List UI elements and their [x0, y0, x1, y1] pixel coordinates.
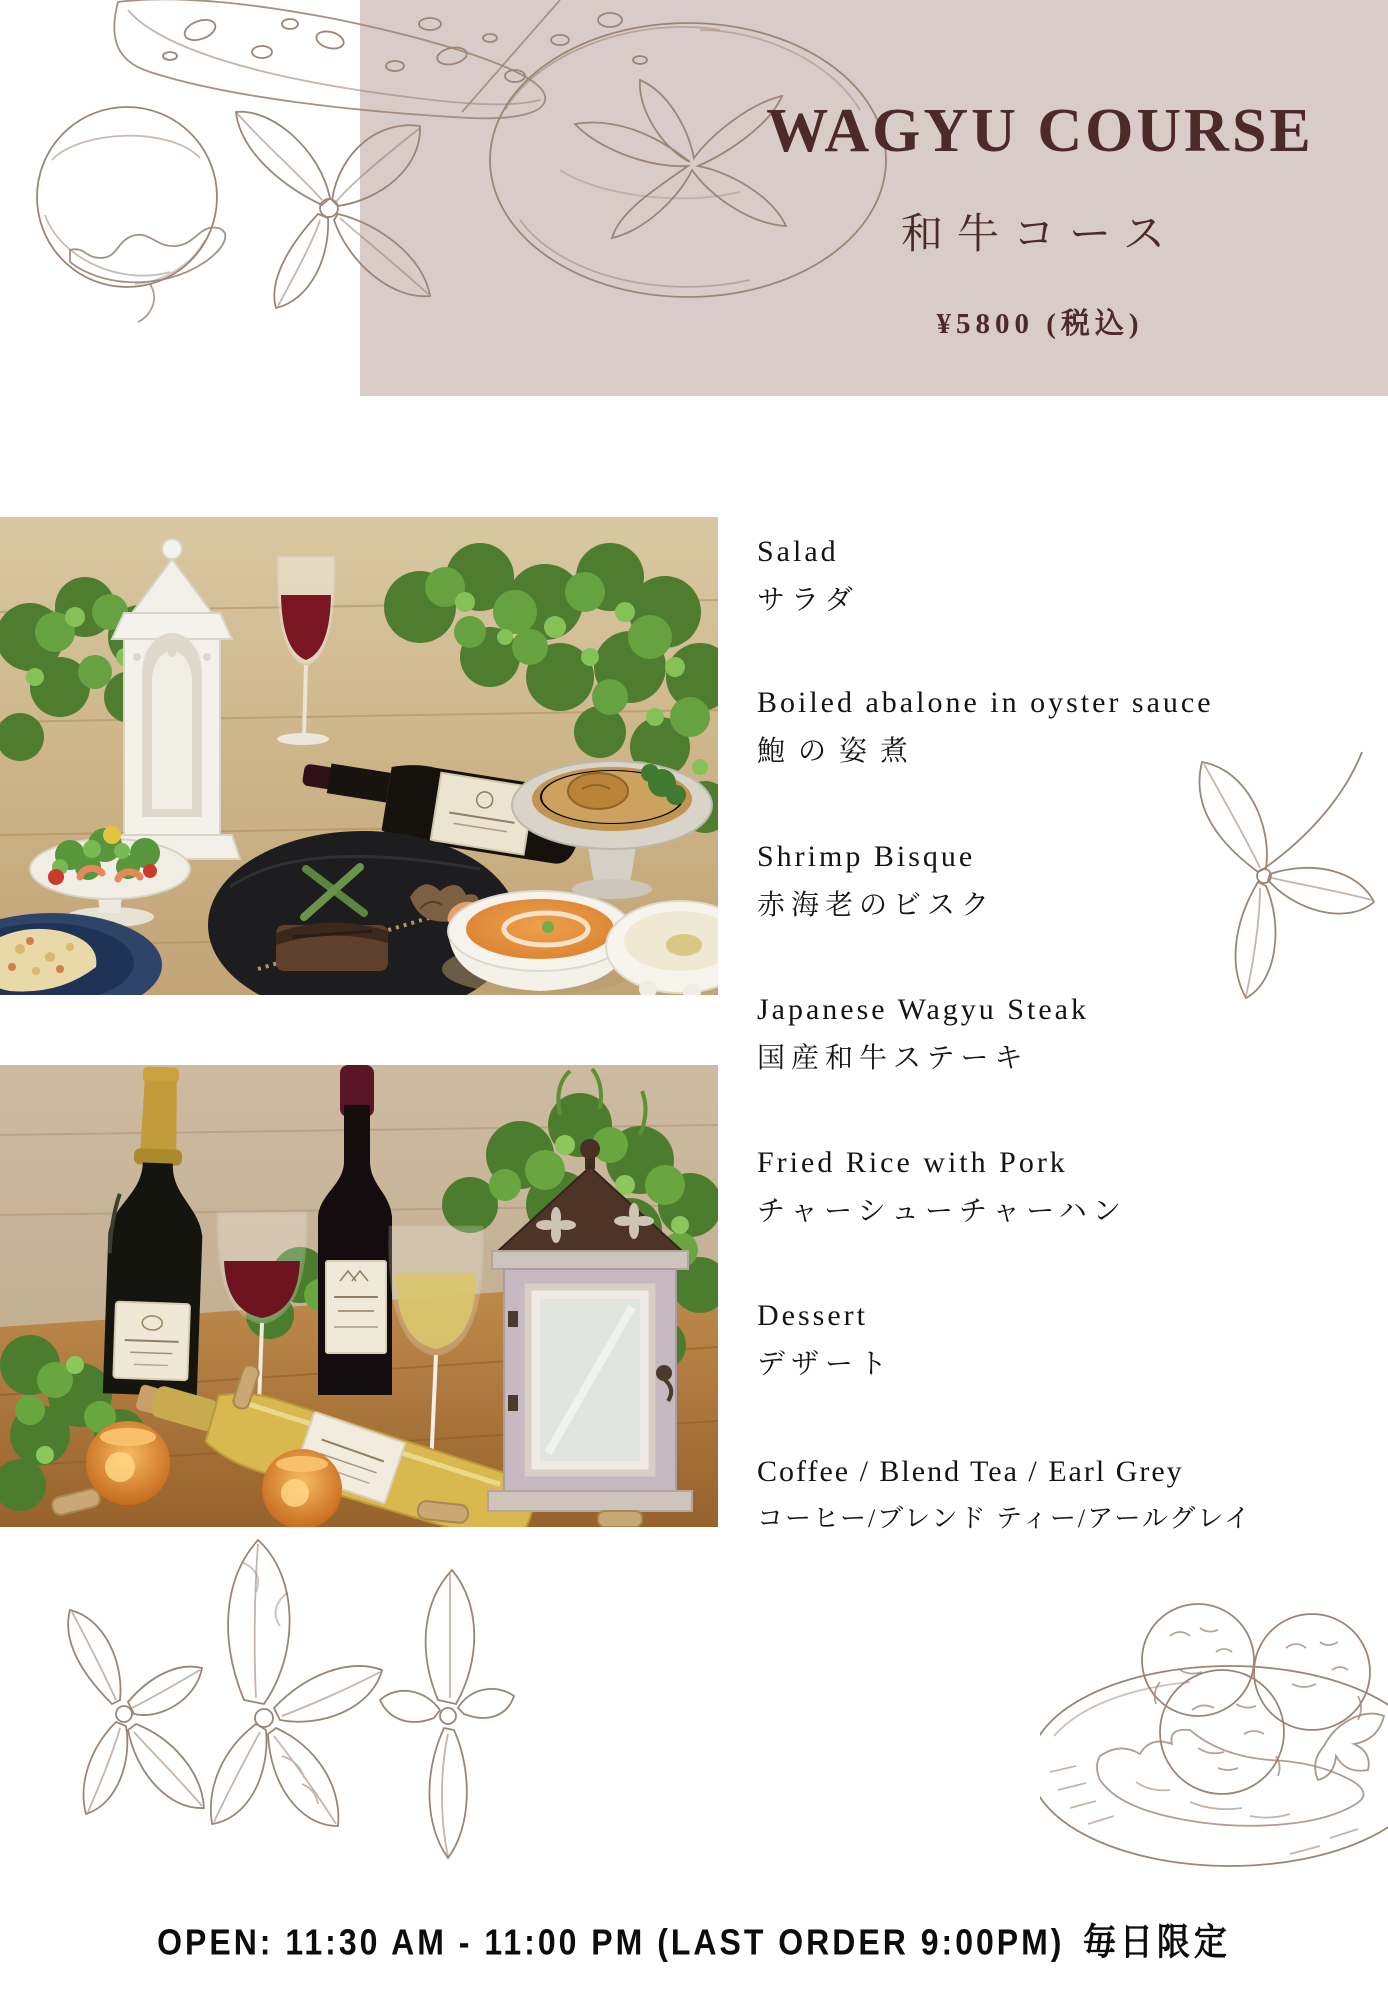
wine-selection-illustration [0, 1065, 718, 1527]
menu-item-name-en: Coffee / Blend Tea / Earl Grey [757, 1455, 1184, 1488]
page-title-japanese: 和牛コース [901, 212, 1179, 258]
menu-header [692, 0, 1388, 342]
menu-item-salad [757, 535, 1377, 618]
menu-item-name-ja: 国産和牛ステーキ [757, 1043, 1029, 1074]
basil-sketch-top [236, 112, 430, 308]
menu-item-name-en: Boiled abalone in oyster sauce [757, 686, 1214, 719]
tomato-sketch [37, 107, 225, 322]
menu-item-dessert [757, 1299, 1377, 1382]
menu-item-abalone [757, 686, 1377, 769]
wine-selection-photo [0, 1065, 718, 1527]
menu-item-wagyu-steak [757, 993, 1377, 1076]
opening-hours-text: OPEN: 11:30 AM - 11:00 PM (LAST ORDER 9:00PM) [157, 1922, 1065, 1963]
opening-hours-japanese: 毎日限定 [1082, 1921, 1231, 1963]
menu-item-shrimp-bisque [757, 840, 1377, 923]
sketch-basil-bottom-left [20, 1532, 530, 1912]
course-dishes-illustration [0, 517, 718, 995]
menu-item-fried-rice [757, 1146, 1377, 1229]
menu-item-name-en: Shrimp Bisque [757, 840, 976, 873]
bread-slice-sketch [114, 0, 647, 118]
menu-item-name-en: Fried Rice with Pork [757, 1146, 1068, 1179]
menu-item-name-ja: チャーシューチャーハン [757, 1196, 1127, 1227]
menu-item-drinks [757, 1455, 1377, 1535]
menu-item-name-ja: デザート [757, 1349, 894, 1380]
opening-hours [0, 1913, 1388, 1966]
menu-item-name-ja: 赤海老のビスク [757, 890, 996, 921]
abalone [568, 773, 628, 809]
steak [276, 922, 388, 971]
menu-item-name-ja: コーヒー/ブレンド ティー/アールグレイ [757, 1504, 1253, 1533]
menu-item-name-ja: サラダ [757, 585, 859, 616]
menu-item-name-en: Salad [757, 535, 839, 568]
page-title: WAGYU COURSE [766, 97, 1314, 165]
menu-item-name-en: Dessert [757, 1299, 868, 1332]
course-price: ¥5800 (税込) [936, 308, 1144, 340]
course-dishes-photo [0, 517, 718, 995]
menu-item-name-ja: 鮑の姿煮 [757, 736, 922, 767]
menu-item-name-en: Japanese Wagyu Steak [757, 993, 1089, 1026]
sketch-takoyaki-bottom-right [1040, 1586, 1388, 1886]
